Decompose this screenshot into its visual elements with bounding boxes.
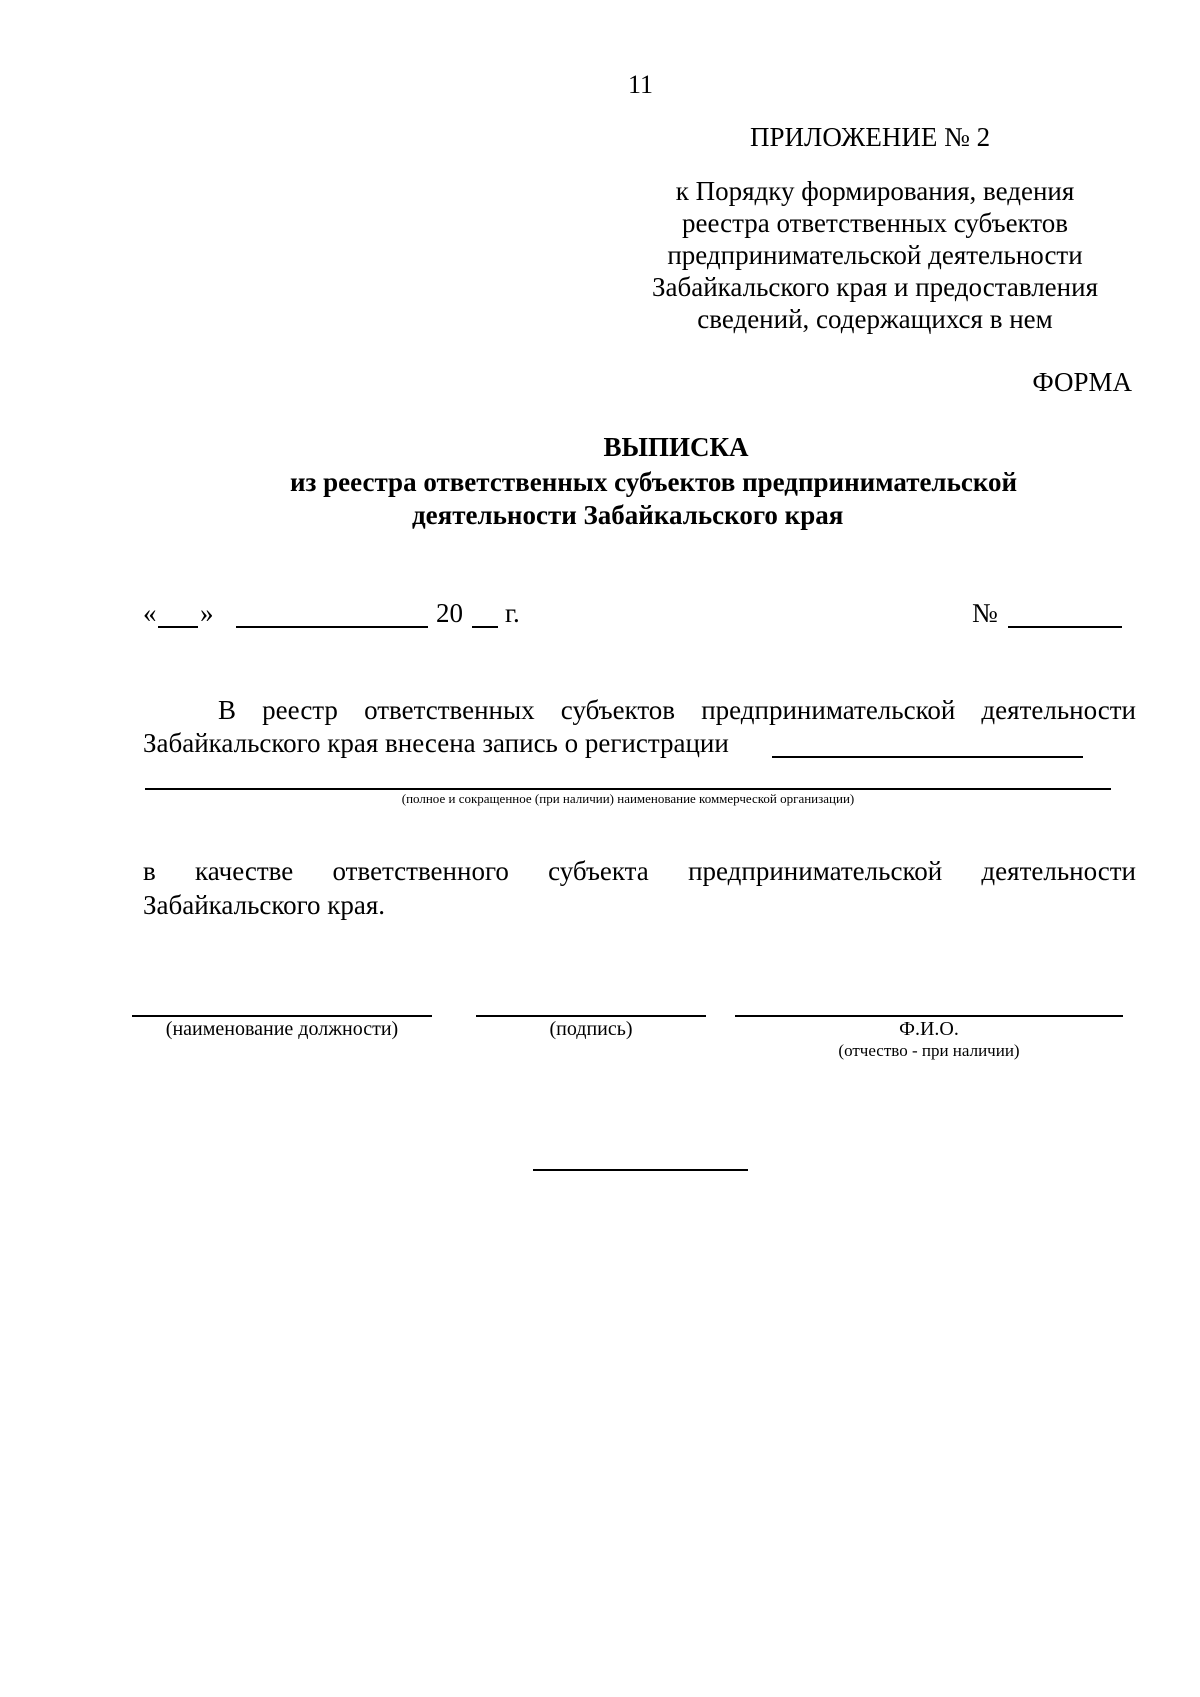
full-name-line bbox=[735, 1015, 1123, 1017]
document-title: ВЫПИСКА bbox=[603, 432, 749, 462]
position-signature-line bbox=[132, 1015, 432, 1017]
signature-caption: (подпись) bbox=[549, 1018, 633, 1040]
document-subtitle-line1: из реестра ответственных субъектов предпринимательской bbox=[290, 467, 1018, 497]
document-subtitle-line2: деятельности Забайкальского края bbox=[412, 500, 844, 530]
closing-separator bbox=[533, 1169, 748, 1171]
page-number: 11 bbox=[628, 70, 654, 99]
appendix-line: сведений, содержащихся в нем bbox=[697, 304, 1053, 334]
date-open-quote: « bbox=[143, 598, 157, 628]
year-blank-line bbox=[472, 626, 498, 628]
year-prefix: 20 bbox=[436, 598, 463, 628]
body-paragraph-2-line-2: Забайкальского края. bbox=[143, 890, 386, 920]
body-paragraph-1-line-1: В реестр ответственных субъектов предпринимательской деятельности bbox=[218, 695, 1136, 725]
year-suffix: г. bbox=[505, 598, 520, 628]
appendix-heading: ПРИЛОЖЕНИЕ № 2 bbox=[750, 122, 991, 152]
appendix-line: Забайкальского края и предоставления bbox=[651, 272, 1098, 302]
organization-name-line bbox=[145, 788, 1111, 790]
patronymic-note: (отчество - при наличии) bbox=[838, 1041, 1020, 1060]
full-name-caption: Ф.И.О. bbox=[899, 1018, 959, 1040]
number-blank-line bbox=[1008, 626, 1122, 628]
date-close-quote: » bbox=[200, 598, 214, 628]
position-caption: (наименование должности) bbox=[165, 1018, 399, 1040]
form-label: ФОРМА bbox=[1032, 367, 1132, 397]
appendix-line: реестра ответственных субъектов bbox=[681, 208, 1068, 238]
number-sign: № bbox=[972, 598, 998, 628]
organization-name-caption: (полное и сокращенное (при наличии) наименование коммерческой организации) bbox=[401, 791, 855, 806]
body-paragraph-1-line-2: Забайкальского края внесена запись о регистрации bbox=[143, 728, 729, 758]
body-paragraph-2-line-1: в качестве ответственного субъекта предпринимательской деятельности bbox=[143, 856, 1136, 886]
signature-line bbox=[476, 1015, 706, 1017]
month-blank-line bbox=[236, 626, 428, 628]
day-blank-line bbox=[158, 626, 198, 628]
appendix-line: предпринимательской деятельности bbox=[667, 240, 1083, 270]
appendix-line: к Порядку формирования, ведения bbox=[675, 176, 1075, 206]
registration-blank-line bbox=[772, 756, 1083, 758]
appendix-reference bbox=[630, 175, 1120, 335]
